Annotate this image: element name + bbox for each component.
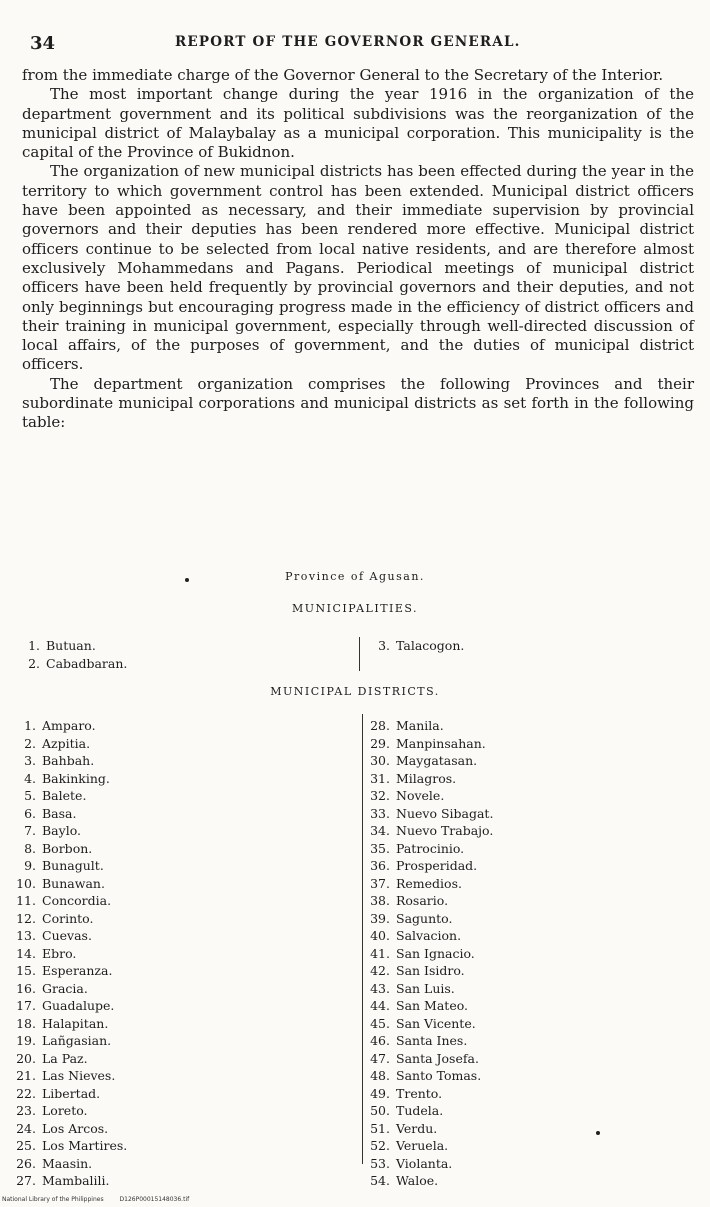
item-number: 49. <box>370 1085 390 1101</box>
list-item <box>12 735 127 753</box>
item-number: 41. <box>370 945 390 961</box>
item-name: San Isidro. <box>396 963 465 978</box>
item-number: 7. <box>24 823 36 838</box>
item-number: 46. <box>370 1033 390 1048</box>
item-number: 23. <box>16 1103 36 1118</box>
item-number: 48. <box>370 1068 390 1083</box>
list-item <box>366 787 493 805</box>
item-number: 28. <box>370 718 390 733</box>
districts-right <box>366 717 493 1190</box>
item-name: Rosario. <box>396 893 449 908</box>
list-item <box>12 717 127 735</box>
list-item <box>366 822 493 840</box>
item-number: 11. <box>16 893 36 908</box>
list-item <box>12 910 127 928</box>
item-name: Guadalupe. <box>42 998 115 1013</box>
item-number: 2. <box>24 735 36 751</box>
list-item <box>12 997 127 1015</box>
item-name: Corinto. <box>42 910 94 926</box>
item-name: Borbon. <box>42 840 93 856</box>
item-number: 37. <box>370 875 390 891</box>
item-number: 53. <box>370 1155 390 1171</box>
item-number: 21. <box>16 1068 36 1083</box>
item-name: San Luis. <box>396 980 455 996</box>
item-name: Cabadbaran. <box>46 655 128 671</box>
paragraph-3: The organization of new municipal districts has been effected during the year in the territory to which government control has been extended. Municipal district officers have been appointed as necessary, and their immediate supervision by provincial governors and their deputies has been rendered more effective. Municipal district officers continue to be selected from local native residents, and are therefore almost exclusively Mohammedans and Pagans. Periodical meetings of municipal district officers have been held frequently by provincial governors and their deputies, and not only beginnings but encouraging progress made in the efficiency of district officers and their training in municipal government, especially through well-directed discussion of local affairs, of the purposes of government, and the duties of municipal district officers. <box>22 162 694 374</box>
item-name: Concordia. <box>42 893 112 908</box>
item-name: Maasin. <box>42 1155 93 1171</box>
list-item <box>366 1085 493 1103</box>
list-item <box>12 1120 127 1138</box>
list-item <box>366 1137 493 1155</box>
districts-left <box>12 717 127 1190</box>
municipalities-left <box>16 637 127 672</box>
item-name: Bunawan. <box>42 875 105 891</box>
list-item <box>366 927 493 945</box>
municipalities-heading: MUNICIPALITIES. <box>291 602 419 615</box>
list-item <box>12 1032 127 1050</box>
list-item <box>12 857 127 875</box>
list-item <box>12 1015 127 1033</box>
list-item <box>12 927 127 945</box>
item-number: 50. <box>370 1103 390 1118</box>
list-item <box>12 1172 127 1190</box>
item-name: Veruela. <box>396 1138 449 1153</box>
list-item <box>12 1137 127 1155</box>
item-name: Cuevas. <box>42 928 92 943</box>
list-item <box>16 655 127 673</box>
list-item <box>366 980 493 998</box>
item-name: Bahbah. <box>42 753 95 768</box>
list-item <box>12 1085 127 1103</box>
list-item <box>12 1067 127 1085</box>
item-number: 5. <box>24 788 36 803</box>
item-name: Novele. <box>396 788 445 803</box>
list-item <box>12 980 127 998</box>
item-number: 29. <box>370 735 390 751</box>
item-name: Manila. <box>396 718 444 733</box>
item-number: 13. <box>16 928 36 943</box>
item-name: Baylo. <box>42 823 81 838</box>
item-name: Manpinsahan. <box>396 735 486 751</box>
list-item <box>366 857 493 875</box>
municipalities-right <box>366 637 464 655</box>
item-name: Ebro. <box>42 945 77 961</box>
paragraph-1: from the immediate charge of the Governor General to the Secretary of the Interior. <box>22 66 664 84</box>
item-number: 25. <box>16 1138 36 1153</box>
list-item <box>366 717 493 735</box>
item-name: La Paz. <box>42 1050 88 1066</box>
list-item <box>366 805 493 823</box>
list-item <box>12 945 127 963</box>
item-number: 33. <box>370 805 390 821</box>
item-name: Amparo. <box>42 718 96 733</box>
list-item <box>366 910 493 928</box>
item-number: 27. <box>16 1173 36 1188</box>
municipalities-divider <box>359 637 360 671</box>
item-number: 51. <box>370 1120 390 1136</box>
list-item <box>366 1120 493 1138</box>
list-item <box>366 1015 493 1033</box>
item-name: Verdu. <box>396 1120 438 1136</box>
list-item <box>366 1155 493 1173</box>
item-name: Remedios. <box>396 875 462 891</box>
list-item <box>12 875 127 893</box>
list-item <box>366 735 493 753</box>
item-name: Halapitan. <box>42 1015 109 1031</box>
item-name: San Vicente. <box>396 1015 476 1031</box>
item-number: 52. <box>370 1138 390 1153</box>
item-number: 12. <box>16 910 36 926</box>
list-item <box>366 1172 493 1190</box>
item-name: Waloe. <box>396 1173 439 1188</box>
item-number: 42. <box>370 963 390 978</box>
item-name: Nuevo Sibagat. <box>396 805 494 821</box>
item-number: 38. <box>370 893 390 908</box>
item-number: 19. <box>16 1033 36 1048</box>
list-item <box>12 1050 127 1068</box>
item-number: 30. <box>370 753 390 768</box>
item-name: Maygatasan. <box>396 753 478 768</box>
item-number: 47. <box>370 1050 390 1066</box>
item-number: 17. <box>16 998 36 1013</box>
item-number: 39. <box>370 910 390 926</box>
item-number: 45. <box>370 1015 390 1031</box>
item-name: Azpitia. <box>42 735 91 751</box>
item-number: 18. <box>16 1015 36 1031</box>
item-number: 15. <box>16 963 36 978</box>
list-item <box>12 752 127 770</box>
item-number: 44. <box>370 998 390 1013</box>
footer-code: D126P00015148036.tif <box>119 1196 190 1203</box>
item-number: 43. <box>370 980 390 996</box>
list-item <box>366 752 493 770</box>
list-item <box>366 840 493 858</box>
list-item <box>366 1102 493 1120</box>
item-number: 31. <box>370 770 390 786</box>
item-number: 3. <box>24 753 36 768</box>
item-name: San Ignacio. <box>396 945 475 961</box>
item-name: Mambalili. <box>42 1173 110 1188</box>
paragraph-4: The department organization comprises the following Provinces and their subordinate municipal corporations and municipal districts as set forth in the following table: <box>22 374 694 432</box>
item-name: Nuevo Trabajo. <box>396 823 494 838</box>
item-number: 16. <box>16 980 36 996</box>
footer-library: National Library of the Philippines <box>2 1196 104 1203</box>
item-number: 1. <box>28 638 40 653</box>
item-name: Milagros. <box>396 770 457 786</box>
item-name: Gracia. <box>42 980 88 996</box>
item-number: 24. <box>16 1120 36 1136</box>
item-name: Santa Ines. <box>396 1033 468 1048</box>
list-item <box>366 1032 493 1050</box>
paragraph-2: The most important change during the year 1916 in the organization of the department government and its political subdivisions was the reorganization of the municipal district of Malaybalay as a municipal corporation. This municipality is the capital of the Province of Bukidnon. <box>22 85 694 162</box>
item-name: Tudela. <box>396 1103 444 1118</box>
list-item <box>16 637 127 655</box>
item-number: 6. <box>24 805 36 821</box>
list-item <box>12 822 127 840</box>
list-item <box>366 962 493 980</box>
item-name: Santo Tomas. <box>396 1068 482 1083</box>
list-item <box>12 840 127 858</box>
scan-footer <box>2 1196 203 1203</box>
item-name: Libertad. <box>42 1085 101 1101</box>
item-name: Bunagult. <box>42 858 104 873</box>
item-name: Loreto. <box>42 1103 88 1118</box>
item-number: 22. <box>16 1085 36 1101</box>
item-number: 4. <box>24 770 36 786</box>
list-item <box>366 770 493 788</box>
list-item <box>366 1050 493 1068</box>
item-name: Esperanza. <box>42 963 113 978</box>
ink-speck <box>185 578 189 582</box>
item-number: 26. <box>16 1155 36 1171</box>
running-head: REPORT OF THE GOVERNOR GENERAL. <box>175 34 521 50</box>
item-name: Santa Josefa. <box>396 1050 479 1066</box>
districts-divider <box>362 714 363 1164</box>
item-number: 2. <box>28 655 40 671</box>
item-name: Lañgasian. <box>42 1033 112 1048</box>
item-number: 14. <box>16 945 36 961</box>
list-item <box>12 1155 127 1173</box>
list-item <box>366 892 493 910</box>
item-name: Prosperidad. <box>396 858 478 873</box>
list-item <box>366 1067 493 1085</box>
item-name: Basa. <box>42 805 77 821</box>
item-name: Sagunto. <box>396 910 453 926</box>
list-item <box>366 997 493 1015</box>
item-name: Trento. <box>396 1085 443 1101</box>
item-name: Salvacion. <box>396 928 462 943</box>
item-number: 3. <box>378 638 390 653</box>
districts-heading: MUNICIPAL DISTRICTS. <box>270 685 440 698</box>
item-name: San Mateo. <box>396 998 468 1013</box>
item-name: Talacogon. <box>396 638 465 653</box>
item-number: 34. <box>370 823 390 838</box>
item-name: Bakinking. <box>42 770 110 786</box>
item-number: 1. <box>24 718 36 733</box>
page-number: 34 <box>30 33 56 54</box>
list-item <box>12 770 127 788</box>
list-item <box>12 1102 127 1120</box>
item-name: Las Nieves. <box>42 1068 116 1083</box>
item-number: 20. <box>16 1050 36 1066</box>
item-number: 32. <box>370 788 390 803</box>
list-item <box>12 892 127 910</box>
item-number: 35. <box>370 840 390 856</box>
body-text <box>22 66 694 433</box>
item-number: 40. <box>370 928 390 943</box>
item-number: 9. <box>24 858 36 873</box>
item-name: Butuan. <box>46 638 96 653</box>
item-name: Violanta. <box>396 1155 453 1171</box>
list-item <box>366 875 493 893</box>
item-number: 54. <box>370 1173 390 1188</box>
item-name: Patrocinio. <box>396 840 465 856</box>
item-number: 36. <box>370 858 390 873</box>
list-item <box>12 787 127 805</box>
item-number: 8. <box>24 840 36 856</box>
item-name: Los Arcos. <box>42 1120 109 1136</box>
item-name: Los Martires. <box>42 1138 128 1153</box>
list-item <box>366 637 464 655</box>
item-number: 10. <box>16 875 36 891</box>
ink-speck <box>596 1131 600 1135</box>
item-name: Balete. <box>42 788 87 803</box>
list-item <box>12 805 127 823</box>
list-item <box>12 962 127 980</box>
province-title: Province of Agusan. <box>285 570 425 583</box>
list-item <box>366 945 493 963</box>
